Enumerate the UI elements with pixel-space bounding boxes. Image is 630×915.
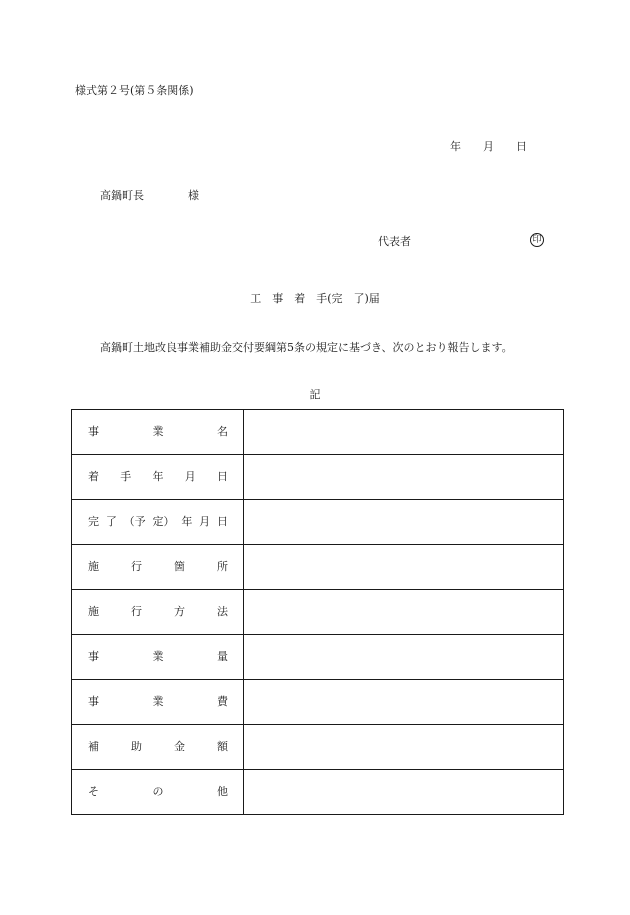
row-label-char: 施 <box>88 605 99 618</box>
row-label-char: 額 <box>217 740 228 753</box>
row-value-cell[interactable] <box>244 500 564 545</box>
row-label-char: 名 <box>217 425 228 438</box>
table-row <box>72 590 564 635</box>
row-label <box>72 425 243 439</box>
row-label-char: 方 <box>174 605 185 618</box>
row-label-char: 業 <box>152 695 164 708</box>
row-label-char: 業 <box>152 650 164 663</box>
table-row <box>72 455 564 500</box>
body-text: 高鍋町土地改良事業補助金交付要綱第5条の規定に基づき、次のとおり報告します。 <box>100 341 513 354</box>
row-label-char: 補 <box>88 740 99 753</box>
row-label-char: 事 <box>88 650 99 663</box>
row-label-char: 事 <box>88 425 99 438</box>
row-value-cell[interactable] <box>244 635 564 680</box>
row-label-char: 月 <box>199 515 211 528</box>
row-value-cell[interactable] <box>244 590 564 635</box>
row-value-cell[interactable] <box>244 770 564 815</box>
row-label-cell <box>72 410 244 455</box>
row-label-char: 金 <box>174 740 185 753</box>
row-label-char: （予 <box>123 515 146 528</box>
row-label-char: 年 <box>152 470 164 483</box>
row-label-char: 量 <box>217 650 228 663</box>
row-label-char: 箇 <box>174 560 185 573</box>
seal-icon: 印 <box>530 233 544 247</box>
row-label-char: 着 <box>88 470 99 483</box>
row-label-char: 費 <box>217 695 228 708</box>
row-label <box>72 605 243 619</box>
table-row <box>72 545 564 590</box>
row-label <box>72 695 243 709</box>
table-row <box>72 500 564 545</box>
row-label-cell <box>72 680 244 725</box>
row-label-cell <box>72 500 244 545</box>
addressee: 高鍋町長 様 <box>100 189 199 202</box>
row-label-char: そ <box>88 785 99 798</box>
row-value-cell[interactable] <box>244 725 564 770</box>
row-label <box>72 470 243 484</box>
row-label-cell <box>72 590 244 635</box>
row-value-cell[interactable] <box>244 455 564 500</box>
report-table <box>71 409 564 815</box>
row-label-cell <box>72 770 244 815</box>
row-label-char: 業 <box>152 425 164 438</box>
form-number: 様式第２号(第５条関係) <box>75 84 194 97</box>
row-label <box>72 650 243 664</box>
representative-label: 代表者 <box>378 235 411 248</box>
row-label-char: 年 <box>181 515 193 528</box>
row-label-char: 施 <box>88 560 99 573</box>
document-title: 工 事 着 手(完 了)届 <box>250 292 380 305</box>
row-label-char: 行 <box>131 560 142 573</box>
row-label-char: 他 <box>217 785 228 798</box>
row-label-char: 事 <box>88 695 99 708</box>
row-label-char: 行 <box>131 605 142 618</box>
table-row <box>72 770 564 815</box>
row-label <box>72 560 243 574</box>
row-label <box>72 515 243 529</box>
row-label-cell <box>72 545 244 590</box>
row-label-char: の <box>152 785 164 798</box>
ki-marker: 記 <box>309 388 321 401</box>
row-label-cell <box>72 455 244 500</box>
row-label-char: 助 <box>131 740 142 753</box>
row-label-char: 日 <box>216 515 228 528</box>
row-label <box>72 740 243 754</box>
row-label-char: 定） <box>152 515 175 528</box>
row-label-char: 了 <box>105 515 117 528</box>
table-row <box>72 725 564 770</box>
row-label-cell <box>72 635 244 680</box>
table-row <box>72 410 564 455</box>
table-row <box>72 635 564 680</box>
row-label-char: 完 <box>88 515 99 528</box>
row-value-cell[interactable] <box>244 680 564 725</box>
row-value-cell[interactable] <box>244 410 564 455</box>
row-label-cell <box>72 725 244 770</box>
row-label-char: 日 <box>217 470 228 483</box>
row-label-char: 月 <box>184 470 196 483</box>
row-value-cell[interactable] <box>244 545 564 590</box>
row-label <box>72 785 243 799</box>
row-label-char: 手 <box>120 470 132 483</box>
row-label-char: 所 <box>217 560 228 573</box>
date-line: 年 月 日 <box>450 140 527 153</box>
row-label-char: 法 <box>217 605 228 618</box>
table-row <box>72 680 564 725</box>
